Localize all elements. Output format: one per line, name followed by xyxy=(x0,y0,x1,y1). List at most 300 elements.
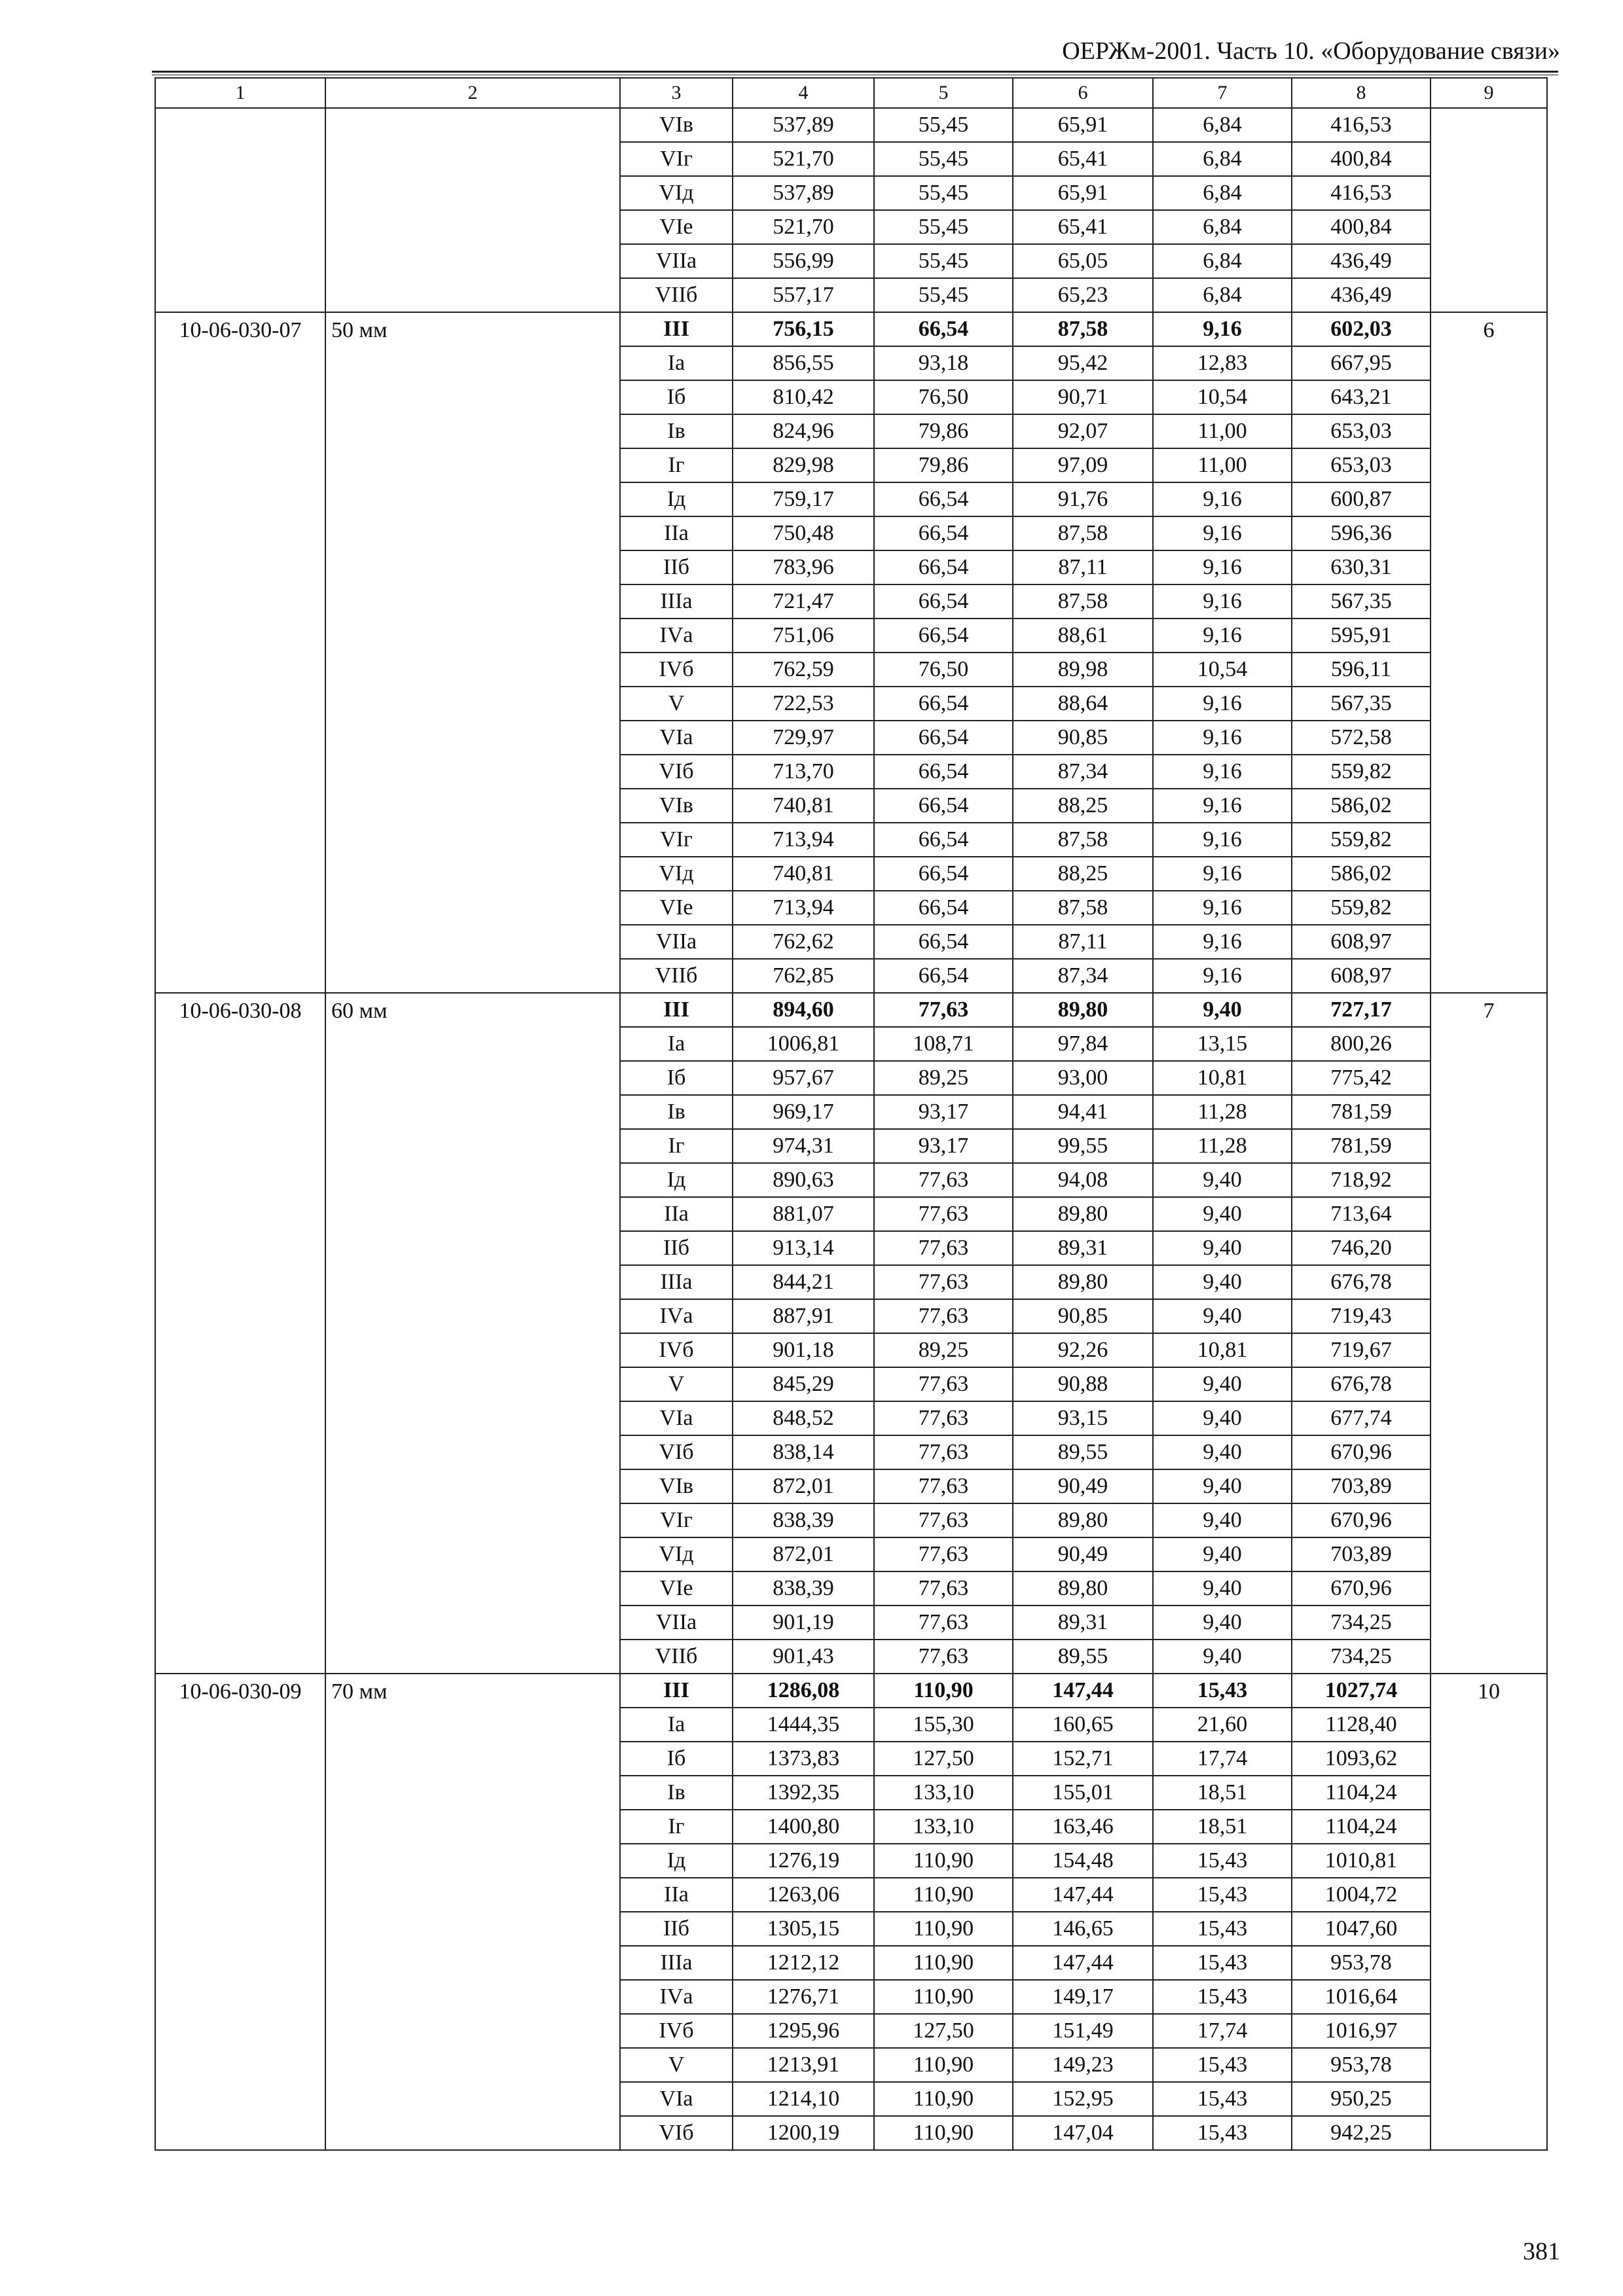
value-cell: 89,98 xyxy=(1013,653,1153,687)
value-cell: 713,64 xyxy=(1292,1197,1431,1231)
value-cell: 1276,19 xyxy=(733,1844,874,1878)
value-cell: 824,96 xyxy=(733,414,874,448)
value-cell: 596,11 xyxy=(1292,653,1431,687)
value-cell: 901,19 xyxy=(733,1605,874,1640)
zone-cell: Iг xyxy=(620,1810,733,1844)
value-cell: 91,76 xyxy=(1013,482,1153,516)
value-cell: 713,94 xyxy=(733,891,874,925)
value-cell: 953,78 xyxy=(1292,1946,1431,1980)
value-cell: 93,17 xyxy=(874,1129,1013,1163)
value-cell: 87,58 xyxy=(1013,584,1153,619)
zone-cell: VIе xyxy=(620,210,733,244)
zone-cell: VIе xyxy=(620,891,733,925)
value-cell: 15,43 xyxy=(1153,1946,1292,1980)
value-cell: 89,55 xyxy=(1013,1640,1153,1674)
table-row xyxy=(155,108,1547,142)
value-cell: 11,28 xyxy=(1153,1095,1292,1129)
value-cell: 734,25 xyxy=(1292,1605,1431,1640)
zone-cell: IIа xyxy=(620,1878,733,1912)
value-cell: 95,42 xyxy=(1013,346,1153,380)
value-cell: 90,85 xyxy=(1013,1299,1153,1333)
value-cell: 92,26 xyxy=(1013,1333,1153,1367)
value-cell: 77,63 xyxy=(874,1571,1013,1605)
zone-cell: VIа xyxy=(620,721,733,755)
value-cell: 89,80 xyxy=(1013,993,1153,1027)
value-cell: 9,40 xyxy=(1153,1435,1292,1469)
value-cell: 17,74 xyxy=(1153,1742,1292,1776)
value-cell: 147,44 xyxy=(1013,1674,1153,1708)
code-cell: 10-06-030-07 xyxy=(155,312,325,993)
value-cell: 740,81 xyxy=(733,789,874,823)
value-cell: 66,54 xyxy=(874,584,1013,619)
value-cell: 559,82 xyxy=(1292,823,1431,857)
value-cell: 87,34 xyxy=(1013,959,1153,993)
value-cell: 90,71 xyxy=(1013,380,1153,414)
value-cell: 10,54 xyxy=(1153,380,1292,414)
value-cell: 537,89 xyxy=(733,108,874,142)
value-cell: 901,18 xyxy=(733,1333,874,1367)
value-cell: 670,96 xyxy=(1292,1503,1431,1537)
value-cell: 66,54 xyxy=(874,959,1013,993)
zone-cell: VIа xyxy=(620,1401,733,1435)
value-cell: 9,16 xyxy=(1153,619,1292,653)
header-rule-thick xyxy=(152,71,1558,73)
zone-cell: Iв xyxy=(620,414,733,448)
value-cell: 1444,35 xyxy=(733,1708,874,1742)
value-cell: 147,44 xyxy=(1013,1878,1153,1912)
zone-cell: IVб xyxy=(620,653,733,687)
value-cell: 77,63 xyxy=(874,1503,1013,1537)
value-cell: 9,40 xyxy=(1153,1163,1292,1197)
value-cell: 556,99 xyxy=(733,244,874,278)
value-cell: 1027,74 xyxy=(1292,1674,1431,1708)
value-cell: 1400,80 xyxy=(733,1810,874,1844)
value-cell: 77,63 xyxy=(874,1163,1013,1197)
zone-cell: VIд xyxy=(620,176,733,210)
value-cell: 9,40 xyxy=(1153,993,1292,1027)
value-cell: 66,54 xyxy=(874,619,1013,653)
value-cell: 942,25 xyxy=(1292,2116,1431,2150)
value-cell: 94,08 xyxy=(1013,1163,1153,1197)
index-cell: 7 xyxy=(1431,993,1547,1674)
value-cell: 97,84 xyxy=(1013,1027,1153,1061)
value-cell: 719,43 xyxy=(1292,1299,1431,1333)
value-cell: 1047,60 xyxy=(1292,1912,1431,1946)
value-cell: 781,59 xyxy=(1292,1095,1431,1129)
zone-cell: IVа xyxy=(620,1980,733,2014)
value-cell: 1276,71 xyxy=(733,1980,874,2014)
value-cell: 6,84 xyxy=(1153,108,1292,142)
zone-cell: III xyxy=(620,1674,733,1708)
value-cell: 89,31 xyxy=(1013,1605,1153,1640)
value-cell: 15,43 xyxy=(1153,2082,1292,2116)
value-cell: 719,67 xyxy=(1292,1333,1431,1367)
value-cell: 6,84 xyxy=(1153,176,1292,210)
value-cell: 155,30 xyxy=(874,1708,1013,1742)
zone-cell: Iв xyxy=(620,1776,733,1810)
index-cell xyxy=(1431,108,1547,312)
value-cell: 1214,10 xyxy=(733,2082,874,2116)
value-cell: 76,50 xyxy=(874,380,1013,414)
index-cell: 10 xyxy=(1431,1674,1547,2150)
value-cell: 66,54 xyxy=(874,755,1013,789)
value-cell: 146,65 xyxy=(1013,1912,1153,1946)
value-cell: 133,10 xyxy=(874,1776,1013,1810)
value-cell: 77,63 xyxy=(874,1231,1013,1265)
zone-cell: Iа xyxy=(620,1708,733,1742)
value-cell: 55,45 xyxy=(874,244,1013,278)
value-cell: 872,01 xyxy=(733,1537,874,1571)
zone-cell: VIе xyxy=(620,1571,733,1605)
value-cell: 9,16 xyxy=(1153,516,1292,550)
column-number-cell: 5 xyxy=(874,78,1013,108)
zone-cell: IIб xyxy=(620,1912,733,1946)
value-cell: 87,58 xyxy=(1013,891,1153,925)
value-cell: 55,45 xyxy=(874,108,1013,142)
value-cell: 149,17 xyxy=(1013,1980,1153,2014)
value-cell: 9,16 xyxy=(1153,925,1292,959)
zone-cell: Iа xyxy=(620,1027,733,1061)
zone-cell: Iа xyxy=(620,346,733,380)
value-cell: 9,40 xyxy=(1153,1401,1292,1435)
value-cell: 15,43 xyxy=(1153,1912,1292,1946)
value-cell: 953,78 xyxy=(1292,2048,1431,2082)
value-cell: 1305,15 xyxy=(733,1912,874,1946)
value-cell: 10,81 xyxy=(1153,1061,1292,1095)
value-cell: 10,81 xyxy=(1153,1333,1292,1367)
value-cell: 11,28 xyxy=(1153,1129,1292,1163)
zone-cell: VIд xyxy=(620,1537,733,1571)
zone-cell: IVб xyxy=(620,2014,733,2048)
value-cell: 829,98 xyxy=(733,448,874,482)
value-cell: 18,51 xyxy=(1153,1810,1292,1844)
zone-cell: Iг xyxy=(620,448,733,482)
zone-cell: VIв xyxy=(620,789,733,823)
value-cell: 89,25 xyxy=(874,1333,1013,1367)
value-cell: 110,90 xyxy=(874,2116,1013,2150)
value-cell: 1104,24 xyxy=(1292,1776,1431,1810)
value-cell: 9,40 xyxy=(1153,1197,1292,1231)
value-cell: 718,92 xyxy=(1292,1163,1431,1197)
value-cell: 810,42 xyxy=(733,380,874,414)
value-cell: 6,84 xyxy=(1153,278,1292,312)
value-cell: 87,58 xyxy=(1013,516,1153,550)
value-cell: 670,96 xyxy=(1292,1435,1431,1469)
value-cell: 9,40 xyxy=(1153,1503,1292,1537)
value-cell: 151,49 xyxy=(1013,2014,1153,2048)
value-cell: 6,84 xyxy=(1153,244,1292,278)
value-cell: 110,90 xyxy=(874,2048,1013,2082)
value-cell: 416,53 xyxy=(1292,176,1431,210)
value-cell: 66,54 xyxy=(874,789,1013,823)
value-cell: 1392,35 xyxy=(733,1776,874,1810)
table-row xyxy=(155,993,1547,1027)
value-cell: 740,81 xyxy=(733,857,874,891)
running-header: ОЕРЖм-2001. Часть 10. «Оборудование связи» xyxy=(1062,37,1560,65)
value-cell: 1263,06 xyxy=(733,1878,874,1912)
value-cell: 79,86 xyxy=(874,448,1013,482)
value-cell: 93,15 xyxy=(1013,1401,1153,1435)
value-cell: 838,14 xyxy=(733,1435,874,1469)
value-cell: 713,70 xyxy=(733,755,874,789)
value-cell: 1373,83 xyxy=(733,1742,874,1776)
value-cell: 567,35 xyxy=(1292,584,1431,619)
value-cell: 15,43 xyxy=(1153,1878,1292,1912)
value-cell: 65,91 xyxy=(1013,176,1153,210)
value-cell: 13,15 xyxy=(1153,1027,1292,1061)
value-cell: 653,03 xyxy=(1292,414,1431,448)
price-table xyxy=(155,77,1548,2151)
value-cell: 572,58 xyxy=(1292,721,1431,755)
value-cell: 55,45 xyxy=(874,176,1013,210)
zone-cell: III xyxy=(620,993,733,1027)
value-cell: 595,91 xyxy=(1292,619,1431,653)
value-cell: 77,63 xyxy=(874,1197,1013,1231)
value-cell: 77,63 xyxy=(874,1299,1013,1333)
column-number-cell: 6 xyxy=(1013,78,1153,108)
value-cell: 77,63 xyxy=(874,993,1013,1027)
value-cell: 9,16 xyxy=(1153,857,1292,891)
value-cell: 77,63 xyxy=(874,1435,1013,1469)
value-cell: 147,04 xyxy=(1013,2116,1153,2150)
value-cell: 87,11 xyxy=(1013,925,1153,959)
value-cell: 586,02 xyxy=(1292,789,1431,823)
zone-cell: Iб xyxy=(620,1742,733,1776)
value-cell: 66,54 xyxy=(874,721,1013,755)
value-cell: 762,62 xyxy=(733,925,874,959)
value-cell: 15,43 xyxy=(1153,2116,1292,2150)
value-cell: 89,80 xyxy=(1013,1571,1153,1605)
value-cell: 55,45 xyxy=(874,142,1013,176)
value-cell: 9,40 xyxy=(1153,1469,1292,1503)
zone-cell: III xyxy=(620,312,733,346)
value-cell: 12,83 xyxy=(1153,346,1292,380)
value-cell: 87,34 xyxy=(1013,755,1153,789)
value-cell: 149,23 xyxy=(1013,2048,1153,2082)
value-cell: 6,84 xyxy=(1153,210,1292,244)
value-cell: 667,95 xyxy=(1292,346,1431,380)
value-cell: 110,90 xyxy=(874,1980,1013,2014)
value-cell: 10,54 xyxy=(1153,653,1292,687)
value-cell: 15,43 xyxy=(1153,2048,1292,2082)
zone-cell: VIб xyxy=(620,755,733,789)
value-cell: 9,16 xyxy=(1153,891,1292,925)
value-cell: 77,63 xyxy=(874,1640,1013,1674)
value-cell: 751,06 xyxy=(733,619,874,653)
value-cell: 88,61 xyxy=(1013,619,1153,653)
table-body xyxy=(155,78,1547,2150)
value-cell: 89,80 xyxy=(1013,1503,1153,1537)
table-row xyxy=(155,312,1547,346)
value-cell: 845,29 xyxy=(733,1367,874,1401)
value-cell: 783,96 xyxy=(733,550,874,584)
value-cell: 1016,64 xyxy=(1292,1980,1431,2014)
value-cell: 76,50 xyxy=(874,653,1013,687)
zone-cell: VIIа xyxy=(620,925,733,959)
value-cell: 127,50 xyxy=(874,2014,1013,2048)
zone-cell: VIIб xyxy=(620,1640,733,1674)
value-cell: 1213,91 xyxy=(733,2048,874,2082)
column-number-cell: 1 xyxy=(155,78,325,108)
value-cell: 521,70 xyxy=(733,210,874,244)
value-cell: 15,43 xyxy=(1153,1674,1292,1708)
table-row xyxy=(155,1674,1547,1708)
value-cell: 15,43 xyxy=(1153,1844,1292,1878)
value-cell: 913,14 xyxy=(733,1231,874,1265)
code-cell: 10-06-030-09 xyxy=(155,1674,325,2150)
value-cell: 154,48 xyxy=(1013,1844,1153,1878)
value-cell: 838,39 xyxy=(733,1571,874,1605)
zone-cell: V xyxy=(620,687,733,721)
value-cell: 586,02 xyxy=(1292,857,1431,891)
value-cell: 848,52 xyxy=(733,1401,874,1435)
diameter-cell: 70 мм xyxy=(325,1674,620,2150)
value-cell: 881,07 xyxy=(733,1197,874,1231)
value-cell: 713,94 xyxy=(733,823,874,857)
value-cell: 65,05 xyxy=(1013,244,1153,278)
value-cell: 400,84 xyxy=(1292,142,1431,176)
value-cell: 596,36 xyxy=(1292,516,1431,550)
value-cell: 66,54 xyxy=(874,823,1013,857)
value-cell: 436,49 xyxy=(1292,278,1431,312)
zone-cell: VIд xyxy=(620,857,733,891)
value-cell: 630,31 xyxy=(1292,550,1431,584)
value-cell: 6,84 xyxy=(1153,142,1292,176)
value-cell: 66,54 xyxy=(874,482,1013,516)
value-cell: 887,91 xyxy=(733,1299,874,1333)
value-cell: 703,89 xyxy=(1292,1537,1431,1571)
value-cell: 15,43 xyxy=(1153,1980,1292,2014)
value-cell: 9,40 xyxy=(1153,1367,1292,1401)
value-cell: 11,00 xyxy=(1153,448,1292,482)
zone-cell: VIг xyxy=(620,1503,733,1537)
value-cell: 17,74 xyxy=(1153,2014,1292,2048)
zone-cell: IIб xyxy=(620,550,733,584)
value-cell: 66,54 xyxy=(874,312,1013,346)
value-cell: 1295,96 xyxy=(733,2014,874,2048)
value-cell: 950,25 xyxy=(1292,2082,1431,2116)
value-cell: 844,21 xyxy=(733,1265,874,1299)
zone-cell: VIIб xyxy=(620,278,733,312)
value-cell: 1104,24 xyxy=(1292,1810,1431,1844)
value-cell: 416,53 xyxy=(1292,108,1431,142)
value-cell: 93,18 xyxy=(874,346,1013,380)
value-cell: 92,07 xyxy=(1013,414,1153,448)
value-cell: 89,31 xyxy=(1013,1231,1153,1265)
value-cell: 9,16 xyxy=(1153,721,1292,755)
value-cell: 89,55 xyxy=(1013,1435,1153,1469)
code-cell xyxy=(155,108,325,312)
value-cell: 1286,08 xyxy=(733,1674,874,1708)
value-cell: 759,17 xyxy=(733,482,874,516)
value-cell: 93,17 xyxy=(874,1095,1013,1129)
value-cell: 1006,81 xyxy=(733,1027,874,1061)
value-cell: 66,54 xyxy=(874,516,1013,550)
value-cell: 1128,40 xyxy=(1292,1708,1431,1742)
value-cell: 781,59 xyxy=(1292,1129,1431,1163)
value-cell: 670,96 xyxy=(1292,1571,1431,1605)
value-cell: 9,16 xyxy=(1153,687,1292,721)
value-cell: 734,25 xyxy=(1292,1640,1431,1674)
zone-cell: IIIа xyxy=(620,584,733,619)
zone-cell: VIб xyxy=(620,2116,733,2150)
value-cell: 677,74 xyxy=(1292,1401,1431,1435)
value-cell: 775,42 xyxy=(1292,1061,1431,1095)
value-cell: 9,16 xyxy=(1153,959,1292,993)
value-cell: 894,60 xyxy=(733,993,874,1027)
value-cell: 65,91 xyxy=(1013,108,1153,142)
value-cell: 856,55 xyxy=(733,346,874,380)
zone-cell: VIIб xyxy=(620,959,733,993)
value-cell: 9,16 xyxy=(1153,755,1292,789)
value-cell: 9,16 xyxy=(1153,823,1292,857)
zone-cell: VIв xyxy=(620,1469,733,1503)
value-cell: 608,97 xyxy=(1292,925,1431,959)
value-cell: 90,88 xyxy=(1013,1367,1153,1401)
column-number-cell: 2 xyxy=(325,78,620,108)
value-cell: 890,63 xyxy=(733,1163,874,1197)
zone-cell: VIа xyxy=(620,2082,733,2116)
value-cell: 110,90 xyxy=(874,1878,1013,1912)
page-number: 381 xyxy=(1523,2238,1560,2265)
value-cell: 77,63 xyxy=(874,1265,1013,1299)
value-cell: 160,65 xyxy=(1013,1708,1153,1742)
zone-cell: VIб xyxy=(620,1435,733,1469)
value-cell: 727,17 xyxy=(1292,993,1431,1027)
value-cell: 746,20 xyxy=(1292,1231,1431,1265)
value-cell: 163,46 xyxy=(1013,1810,1153,1844)
value-cell: 77,63 xyxy=(874,1401,1013,1435)
value-cell: 676,78 xyxy=(1292,1367,1431,1401)
value-cell: 557,17 xyxy=(733,278,874,312)
value-cell: 147,44 xyxy=(1013,1946,1153,1980)
zone-cell: IIб xyxy=(620,1231,733,1265)
value-cell: 400,84 xyxy=(1292,210,1431,244)
diameter-cell: 60 мм xyxy=(325,993,620,1674)
value-cell: 127,50 xyxy=(874,1742,1013,1776)
value-cell: 66,54 xyxy=(874,891,1013,925)
value-cell: 94,41 xyxy=(1013,1095,1153,1129)
value-cell: 957,67 xyxy=(733,1061,874,1095)
column-number-cell: 7 xyxy=(1153,78,1292,108)
zone-cell: IIIа xyxy=(620,1265,733,1299)
value-cell: 721,47 xyxy=(733,584,874,619)
value-cell: 97,09 xyxy=(1013,448,1153,482)
value-cell: 9,16 xyxy=(1153,550,1292,584)
value-cell: 152,95 xyxy=(1013,2082,1153,2116)
zone-cell: IIа xyxy=(620,1197,733,1231)
value-cell: 90,49 xyxy=(1013,1537,1153,1571)
value-cell: 18,51 xyxy=(1153,1776,1292,1810)
value-cell: 110,90 xyxy=(874,2082,1013,2116)
zone-cell: Iв xyxy=(620,1095,733,1129)
value-cell: 729,97 xyxy=(733,721,874,755)
value-cell: 66,54 xyxy=(874,857,1013,891)
value-cell: 55,45 xyxy=(874,210,1013,244)
value-cell: 969,17 xyxy=(733,1095,874,1129)
code-cell: 10-06-030-08 xyxy=(155,993,325,1674)
value-cell: 9,40 xyxy=(1153,1640,1292,1674)
value-cell: 9,40 xyxy=(1153,1605,1292,1640)
zone-cell: IVа xyxy=(620,1299,733,1333)
value-cell: 66,54 xyxy=(874,925,1013,959)
column-number-row xyxy=(155,78,1547,108)
value-cell: 1212,12 xyxy=(733,1946,874,1980)
value-cell: 9,40 xyxy=(1153,1537,1292,1571)
value-cell: 974,31 xyxy=(733,1129,874,1163)
value-cell: 9,40 xyxy=(1153,1265,1292,1299)
value-cell: 21,60 xyxy=(1153,1708,1292,1742)
